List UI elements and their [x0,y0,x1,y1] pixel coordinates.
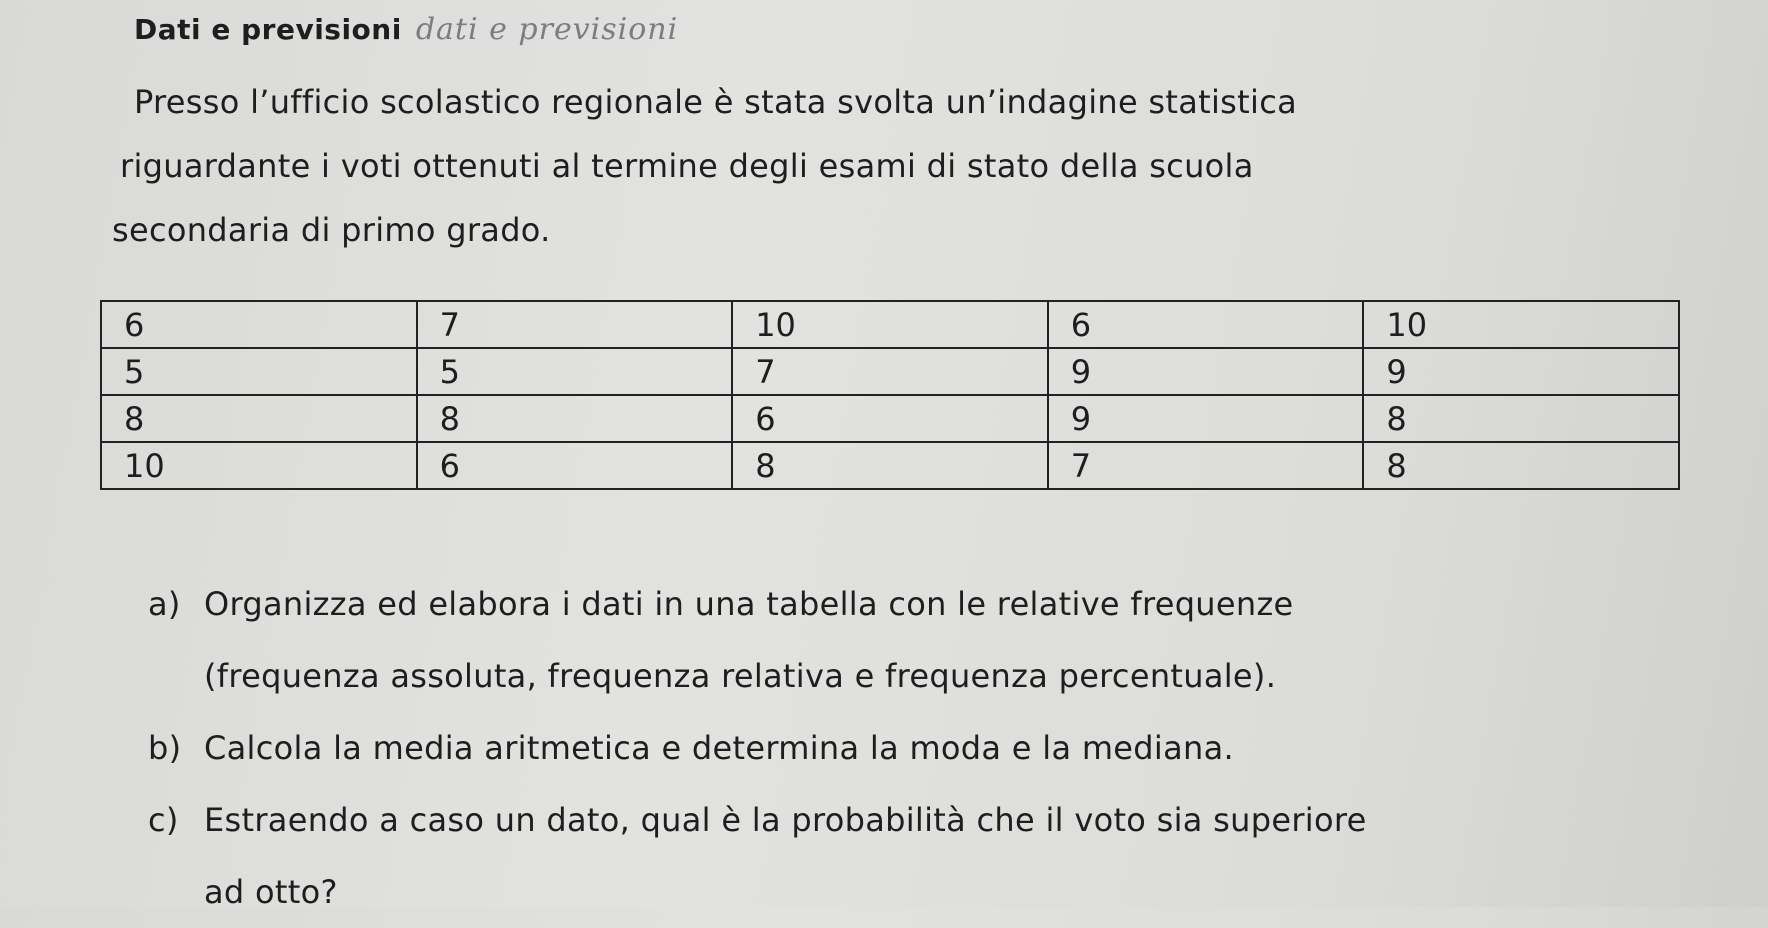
table-cell: 5 [101,348,417,395]
table-row [101,442,1679,489]
section-title: Dati e previsioni [134,13,402,46]
intro-line-1: Presso l’ufficio scolastico regionale è stata svolta un’indagine statistica [134,83,1297,121]
questions-list [148,568,1708,928]
question-a [148,568,1708,640]
question-a-continuation: (frequenza assoluta, frequenza relativa e frequenza percentuale). [204,657,1277,695]
table-cell: 8 [417,395,733,442]
table-cell: 10 [101,442,417,489]
question-label: b) [148,729,182,767]
table-cell: 8 [1363,395,1679,442]
table-row [101,301,1679,348]
question-text: Estraendo a caso un dato, qual è la probabilità che il voto sia superiore [204,801,1367,839]
table-cell: 9 [1363,348,1679,395]
table-cell: 6 [417,442,733,489]
table-cell: 10 [732,301,1048,348]
table-cell: 7 [732,348,1048,395]
table-cell: 6 [1048,301,1364,348]
table-cell: 9 [1048,395,1364,442]
table-cell: 6 [732,395,1048,442]
table-row [101,348,1679,395]
intro-line-2: riguardante i voti ottenuti al termine degli esami di stato della scuola [120,147,1254,185]
table-row [101,395,1679,442]
table-cell: 7 [1048,442,1364,489]
question-b [148,712,1708,784]
handwritten-note: dati e previsioni [415,12,679,47]
table-cell: 8 [1363,442,1679,489]
heading [134,12,678,47]
question-c [148,784,1708,856]
table-cell: 10 [1363,301,1679,348]
intro-text [112,70,1532,262]
table-cell: 9 [1048,348,1364,395]
question-text: Calcola la media aritmetica e determina la moda e la mediana. [204,729,1234,767]
question-c-continuation: ad otto? [204,873,338,911]
question-label: a) [148,585,181,623]
question-text: Organizza ed elabora i dati in una tabella con le relative frequenze [204,585,1294,623]
table-cell: 8 [732,442,1048,489]
question-label: c) [148,801,179,839]
grades-table [100,300,1680,490]
intro-line-3: secondaria di primo grado. [112,211,551,249]
table-cell: 7 [417,301,733,348]
table-cell: 8 [101,395,417,442]
table-cell: 6 [101,301,417,348]
table-cell: 5 [417,348,733,395]
